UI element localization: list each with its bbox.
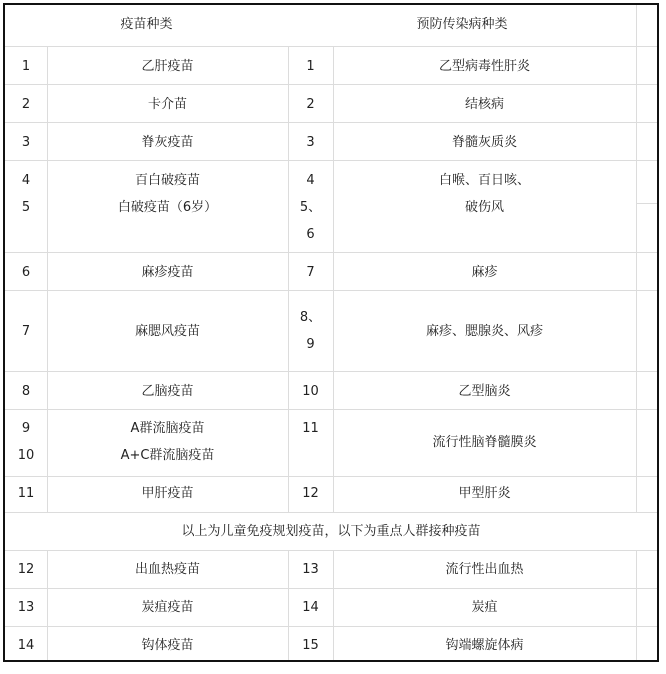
disease-name: 钩端螺旋体病 [445, 638, 524, 653]
row-line [5, 409, 657, 410]
disease-number: 9 [306, 337, 315, 352]
vaccine-name: 甲肝疫苗 [141, 486, 194, 501]
disease-number: 6 [306, 227, 315, 242]
vaccine-number: 7 [21, 324, 31, 339]
row-line [636, 203, 657, 204]
vaccine-number: 1 [21, 59, 31, 74]
header-vaccine-type: 疫苗种类 [120, 17, 173, 32]
vaccine-name: 炭疽疫苗 [141, 600, 194, 615]
vaccine-number: 8 [21, 384, 31, 399]
row-line [5, 626, 657, 627]
col-divider-4 [636, 5, 637, 660]
vaccine-table [3, 3, 659, 662]
vaccine-number: 11 [17, 486, 35, 501]
disease-number: 8、 [299, 310, 322, 325]
divider-row [5, 513, 657, 550]
vaccine-name: A群流脑疫苗 [130, 421, 205, 436]
header-vaccine-cell [5, 5, 288, 46]
vaccine-name: 出血热疫苗 [134, 562, 200, 577]
disease-number: 11 [302, 421, 319, 436]
row-line [5, 371, 657, 372]
vaccine-name: 乙脑疫苗 [141, 384, 194, 399]
disease-name: 乙型脑炎 [458, 384, 511, 399]
row-line [5, 252, 657, 253]
row-line [5, 46, 657, 47]
header-disease-type: 预防传染病种类 [416, 17, 508, 32]
row-line [5, 550, 657, 551]
vaccine-name: 麻腮风疫苗 [134, 324, 200, 339]
vaccine-name: A+C群流脑疫苗 [120, 448, 215, 463]
header-disease-cell [288, 5, 636, 46]
vaccine-number: 14 [17, 638, 35, 653]
disease-name: 乙型病毒性肝炎 [438, 59, 530, 74]
vaccine-name: 百白破疫苗 [134, 173, 200, 188]
vaccine-name: 脊灰疫苗 [141, 135, 194, 150]
disease-name: 流行性脑脊髓膜炎 [432, 435, 537, 450]
vaccine-name: 白破疫苗（6岁） [117, 200, 218, 215]
vaccine-number: 9 [21, 421, 31, 436]
disease-name: 流行性出血热 [445, 562, 524, 577]
disease-name: 白喉、百日咳、 [438, 173, 530, 188]
disease-number: 10 [302, 384, 319, 399]
disease-name: 结核病 [464, 97, 504, 112]
disease-name: 炭疽 [471, 600, 498, 615]
vaccine-name: 卡介苗 [147, 97, 187, 112]
disease-number: 1 [306, 59, 315, 74]
disease-name: 麻疹、腮腺炎、风疹 [425, 324, 543, 339]
disease-number: 5、 [299, 200, 322, 215]
disease-number: 13 [302, 562, 319, 577]
disease-name: 麻疹 [471, 265, 498, 280]
vaccine-number: 13 [17, 600, 35, 615]
vaccine-number: 4 [21, 173, 31, 188]
divider-text: 以上为儿童免疫规划疫苗，以下为重点人群接种疫苗 [181, 524, 481, 539]
disease-name: 破伤风 [464, 200, 504, 215]
row-line [5, 476, 657, 477]
vaccine-name: 麻疹疫苗 [141, 265, 194, 280]
vaccine-number: 6 [21, 265, 31, 280]
vaccine-number: 12 [17, 562, 35, 577]
disease-number: 7 [306, 265, 315, 280]
vaccine-number: 3 [21, 135, 31, 150]
vaccine-number: 5 [21, 200, 31, 215]
disease-number: 4 [306, 173, 315, 188]
disease-number: 12 [302, 486, 319, 501]
vaccine-name: 钩体疫苗 [141, 638, 194, 653]
disease-number: 2 [306, 97, 315, 112]
vaccine-number: 10 [17, 448, 35, 463]
disease-number: 14 [302, 600, 319, 615]
row-line [5, 122, 657, 123]
disease-number: 15 [302, 638, 319, 653]
vaccine-number: 2 [21, 97, 31, 112]
row-line [5, 290, 657, 291]
disease-name: 甲型肝炎 [458, 486, 511, 501]
disease-name: 脊髓灰质炎 [451, 135, 517, 150]
disease-number: 3 [306, 135, 315, 150]
row-line [5, 84, 657, 85]
row-line [5, 160, 657, 161]
row-line [5, 588, 657, 589]
vaccine-name: 乙肝疫苗 [141, 59, 194, 74]
